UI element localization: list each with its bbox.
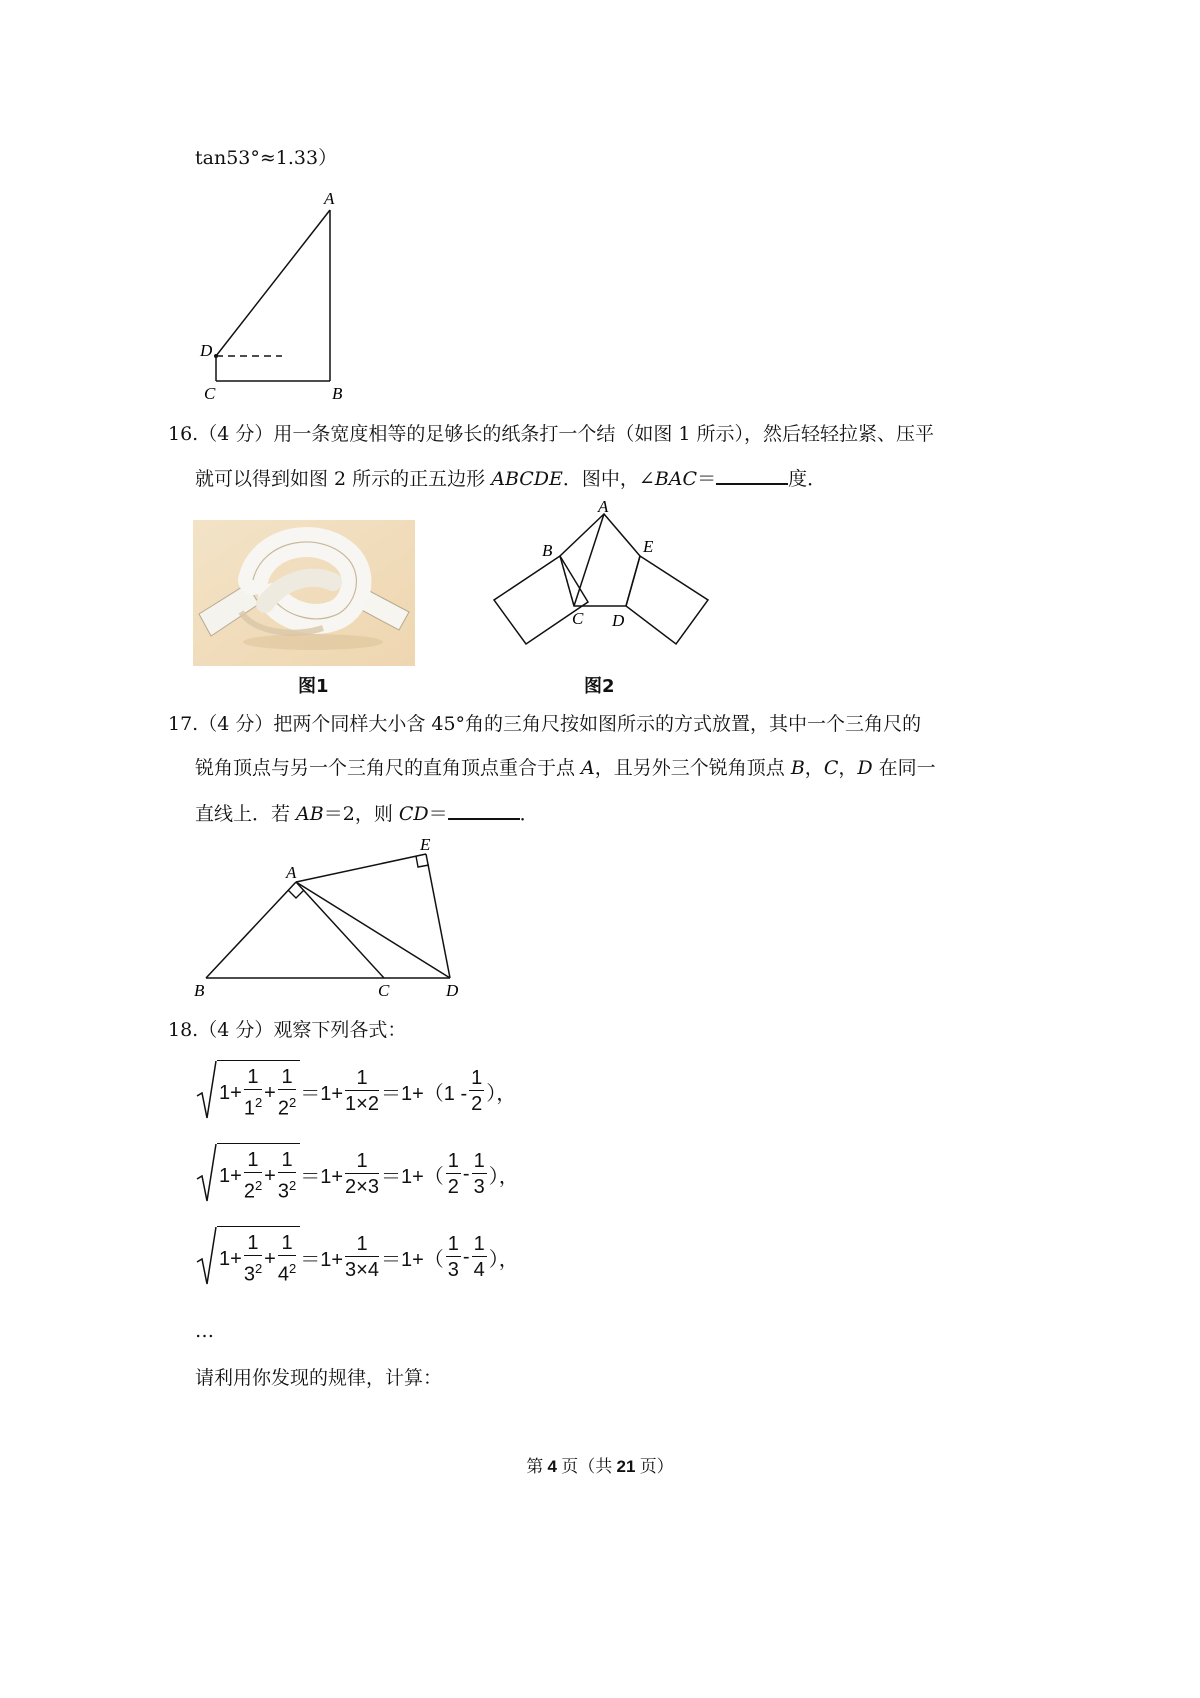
label-D: D (200, 341, 213, 360)
q18-ellipsis: … (195, 1320, 214, 1342)
fig2-label-C: C (572, 609, 584, 628)
q16-line1: 16.（4 分）用一条宽度相等的足够长的纸条打一个结（如图 1 所示），然后轻轻拉紧、压平 (168, 423, 935, 445)
answer-blank-q16 (716, 465, 788, 485)
fig17-label-C: C (378, 981, 390, 1000)
q18-equation-3: 1+ $\frac{1}{3^2}$ + $\frac{1}{4^2}$ ＝1+ $\frac{1}{3\times 4}$ ＝1+ （ $\frac{1}{3}$ - $\frac{1}{4}$ ）， (195, 1226, 519, 1288)
q16-fig2-caption: 图2 (584, 676, 615, 697)
q17-line1: 17.（4 分）把两个同样大小含 45°角的三角尺按如图所示的方式放置，其中一个三角尺的 (168, 713, 922, 735)
answer-blank-q17 (448, 800, 520, 820)
q15-figure (190, 185, 350, 405)
fig2-label-A: A (598, 500, 609, 516)
q18-equation-1: 1+ $\frac{1}{1^2}$ + $\frac{1}{2^2}$ ＝1+ $\frac{1}{1\times 2}$ ＝1+ （1 - $\frac{1}{2}$ ）， (195, 1060, 516, 1122)
q17-line2: 锐角顶点与另一个三角尺的直角顶点重合于点 A，且另外三个锐角顶点 B，C，D 在同一 (195, 757, 936, 779)
q18-intro: 18.（4 分）观察下列各式： (168, 1019, 407, 1041)
fig2-label-D: D (612, 611, 625, 630)
label-A: A (324, 189, 335, 208)
q16-figure1-knot-photo (193, 520, 415, 666)
q18-ask: 请利用你发现的规律，计算： (195, 1367, 443, 1389)
page-total: 21 (616, 1457, 636, 1476)
fig17-label-E: E (420, 835, 431, 854)
fig17-label-D: D (446, 981, 459, 1000)
page-number: 4 (547, 1457, 558, 1476)
q17-figure-triangles (188, 832, 478, 1002)
q16-figure2-pentagon (488, 500, 713, 670)
q17-line3: 直线上．若 AB＝2，则 CD＝ ． (195, 800, 539, 827)
q16-line2: 就可以得到如图 2 所示的正五边形 ABCDE．图中，∠BAC＝ 度． (195, 465, 826, 492)
q18-equation-2: 1+ $\frac{1}{2^2}$ + $\frac{1}{3^2}$ ＝1+ $\frac{1}{2\times 3}$ ＝1+ （ $\frac{1}{2}$ - $\frac{1}{3}$ ）， (195, 1143, 519, 1205)
label-C: C (204, 384, 216, 403)
fig17-label-A: A (286, 863, 297, 882)
label-B: B (332, 384, 343, 403)
fig2-label-E: E (643, 537, 654, 556)
page-footer: 第 4 页（共 21 页） (526, 1457, 674, 1476)
q16-fig1-caption: 图1 (298, 676, 329, 697)
fig2-label-B: B (542, 541, 553, 560)
continuation-text: tan53°≈1.33） (195, 147, 338, 169)
fig17-label-B: B (194, 981, 205, 1000)
